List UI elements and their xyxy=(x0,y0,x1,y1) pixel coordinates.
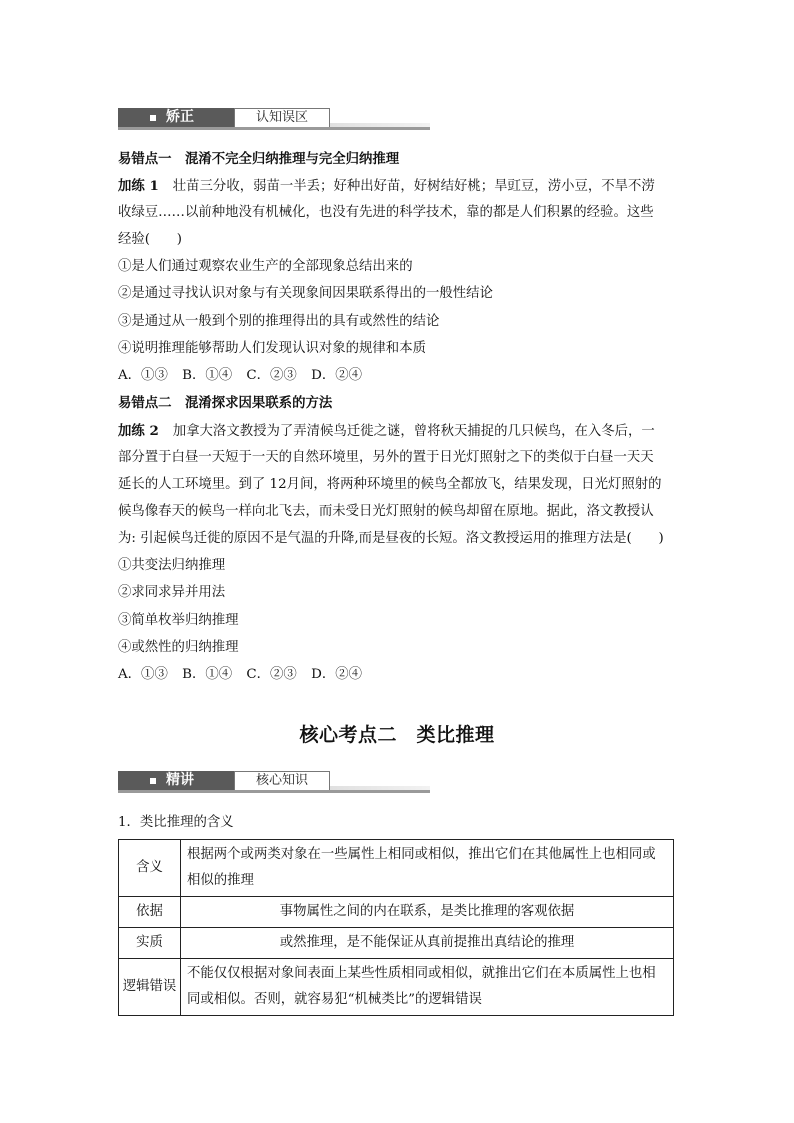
table-row xyxy=(119,840,674,897)
table-row xyxy=(119,897,674,928)
section-banner-explain xyxy=(118,771,430,793)
exercise-1-option-4: ④说明推理能够帮助人们发现认识对象的规律和本质 xyxy=(118,341,426,356)
choice-b: B．①④ xyxy=(182,667,233,682)
section-title: 核心考点二 类比推理 xyxy=(299,724,495,746)
exercise-1-option-2: ②是通过寻找认识对象与有关现象间因果联系得出的一般性结论 xyxy=(118,286,493,301)
exercise-1-option-1: ①是人们通过观察农业生产的全部现象总结出来的 xyxy=(118,259,413,274)
exercise-2-text-1: 加拿大洛文教授为了弄清候鸟迁徙之谜，曾将秋天捕捉的几只候鸟，在入冬后，一 xyxy=(172,424,655,439)
concept-table xyxy=(118,839,674,1016)
choice-a: A．①③ xyxy=(118,667,168,682)
table-term: 依据 xyxy=(119,897,181,928)
choice-c: C．②③ xyxy=(246,368,297,383)
error-point-2-title: 易错点二 混淆探求因果联系的方法 xyxy=(118,395,333,411)
exercise-2-line-1 xyxy=(118,422,655,441)
banner-light-label: 认知误区 xyxy=(234,108,330,127)
table-term: 逻辑错误 xyxy=(119,959,181,1016)
banner-dark-label: 精讲 xyxy=(166,772,194,788)
subheading: 1．类比推理的含义 xyxy=(118,815,234,830)
banner-light-label: 核心知识 xyxy=(234,771,330,790)
exercise-1-choices xyxy=(118,367,362,385)
table-desc: 事物属性之间的内在联系，是类比推理的客观依据 xyxy=(181,897,674,928)
exercise-2-line-2: 部分置于白昼一天短于一天的自然环境里，另外的置于日光灯照射之下的类似于白昼一天天 xyxy=(118,450,654,465)
banner-dark-tab xyxy=(118,108,234,127)
exercise-1-option-3: ③是通过从一般到个别的推理得出的具有或然性的结论 xyxy=(118,314,440,329)
table-desc: 或然推理，是不能保证从真前提推出真结论的推理 xyxy=(181,928,674,959)
exercise-1-line-2: 收绿豆……以前种地没有机械化，也没有先进的科学技术，靠的都是人们积累的经验。这些 xyxy=(118,205,654,220)
table-row xyxy=(119,959,674,1016)
choice-d: D．②④ xyxy=(311,667,362,682)
choice-c: C．②③ xyxy=(246,667,297,682)
exercise-2-line-3: 延长的人工环境里。到了 12月间，将两种环境里的候鸟全都放飞，结果发现，日光灯照射的 xyxy=(118,477,662,492)
exercise-2-choices xyxy=(118,666,362,684)
exercise-1-line-3: 经验( ) xyxy=(118,232,183,247)
table-desc: 根据两个或两类对象在一些属性上相同或相似，推出它们在其他属性上也相同或相似的推理 xyxy=(181,840,674,897)
exercise-2-option-2: ②求同求异并用法 xyxy=(118,585,226,600)
exercise-2-option-4: ④或然性的归纳推理 xyxy=(118,640,239,655)
square-bullet-icon xyxy=(150,115,156,121)
choice-b: B．①④ xyxy=(182,368,233,383)
table-term: 实质 xyxy=(119,928,181,959)
banner-dark-tab xyxy=(118,771,234,790)
table-term: 含义 xyxy=(119,840,181,897)
exercise-1-label: 加练 1 xyxy=(118,178,159,194)
table-desc: 不能仅仅根据对象间表面上某些性质相同或相似，就推出它们在本质属性上也相同或相似。否则，就容易犯“机械类比”的逻辑错误 xyxy=(181,959,674,1016)
exercise-2-option-1: ①共变法归纳推理 xyxy=(118,558,226,573)
exercise-2-label: 加练 2 xyxy=(118,423,159,439)
exercise-1-text-1: 壮苗三分收，弱苗一半丢；好种出好苗，好树结好桃；旱豇豆，涝小豆，不旱不涝 xyxy=(172,179,655,194)
table-row xyxy=(119,928,674,959)
exercise-2-line-5: 为: 引起候鸟迁徙的原因不是气温的升降,而是昼夜的长短。洛文教授运用的推理方法是( ) xyxy=(118,531,664,546)
section-banner-correction xyxy=(118,108,430,130)
exercise-1-line-1 xyxy=(118,177,655,196)
banner-dark-label: 矫正 xyxy=(166,109,194,125)
exercise-2-option-3: ③简单枚举归纳推理 xyxy=(118,613,239,628)
banner-underline xyxy=(118,127,430,130)
square-bullet-icon xyxy=(150,778,156,784)
error-point-1-title: 易错点一 混淆不完全归纳推理与完全归纳推理 xyxy=(118,151,400,167)
exercise-2-line-4: 候鸟像春天的候鸟一样向北飞去，而未受日光灯照射的候鸟却留在原地。据此，洛文教授认 xyxy=(118,504,654,519)
choice-d: D．②④ xyxy=(311,368,362,383)
choice-a: A．①③ xyxy=(118,368,168,383)
banner-underline xyxy=(118,790,430,793)
